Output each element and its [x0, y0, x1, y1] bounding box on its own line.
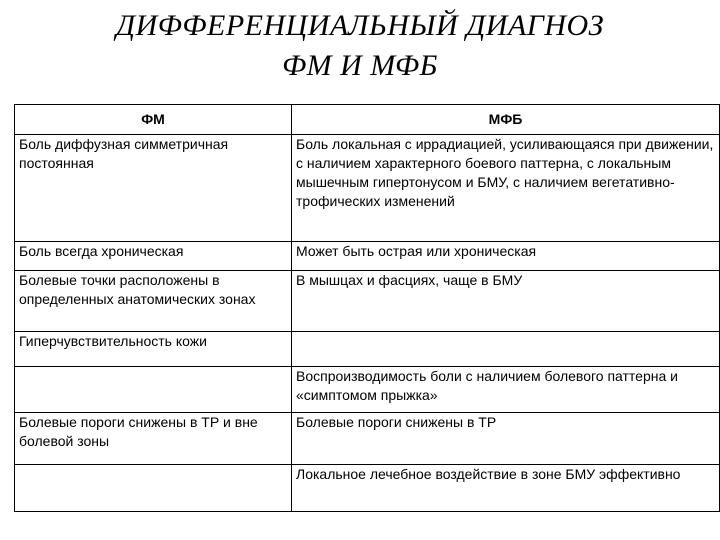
cell-fm [15, 413, 292, 465]
cell-mfb [292, 367, 720, 413]
cell-text: Боль локальная с иррадиацией, усиливающаяся при движении, с наличием характерного боевого паттерна, с локальным мышечным гипертонусом и БМУ, с наличием вегетативно-трофических изменений [296, 136, 714, 209]
cell-mfb [292, 465, 720, 512]
header-mfb: МФБ [292, 105, 720, 135]
title-line-1: ДИФФЕРЕНЦИАЛЬНЫЙ ДИАГНОЗ [115, 9, 605, 42]
cell-text: Гиперчувствительность кожи [19, 333, 207, 349]
cell-text: Локальное лечебное воздействие в зоне БМУ эффективно [296, 466, 681, 482]
cell-text: Болевые пороги снижены в ТР [296, 414, 497, 430]
cell-text: Болевые пороги снижены в ТР и вне болевой зоны [19, 414, 258, 449]
header-fm: ФМ [15, 105, 292, 135]
slide-title [0, 6, 720, 86]
cell-mfb-empty [292, 332, 720, 367]
title-line-2: ФМ И МФБ [282, 49, 438, 82]
cell-mfb [292, 413, 720, 465]
table-row [15, 135, 720, 242]
cell-text: Боль всегда хроническая [19, 243, 184, 259]
table-row [15, 413, 720, 465]
table-row [15, 271, 720, 332]
table-row [15, 332, 720, 367]
table-row [15, 242, 720, 271]
cell-text: Болевые точки расположены в определенных анатомических зонах [19, 272, 256, 307]
cell-fm [15, 242, 292, 271]
cell-mfb [292, 242, 720, 271]
table-header-row [15, 105, 720, 135]
cell-fm [15, 135, 292, 242]
cell-fm-empty [15, 367, 292, 413]
cell-fm [15, 271, 292, 332]
cell-text: Боль диффузная симметричная постоянная [19, 136, 229, 171]
table-row [15, 465, 720, 512]
cell-mfb [292, 271, 720, 332]
cell-fm [15, 332, 292, 367]
cell-text: В мышцах и фасциях, чаще в БМУ [296, 272, 523, 288]
cell-text: Может быть острая или хроническая [296, 243, 537, 259]
cell-mfb [292, 135, 720, 242]
table-row [15, 367, 720, 413]
cell-text: Воспроизводимость боли с наличием болевого паттерна и «симптомом прыжка» [296, 368, 678, 403]
differential-diagnosis-table [14, 104, 720, 512]
cell-fm-empty [15, 465, 292, 512]
